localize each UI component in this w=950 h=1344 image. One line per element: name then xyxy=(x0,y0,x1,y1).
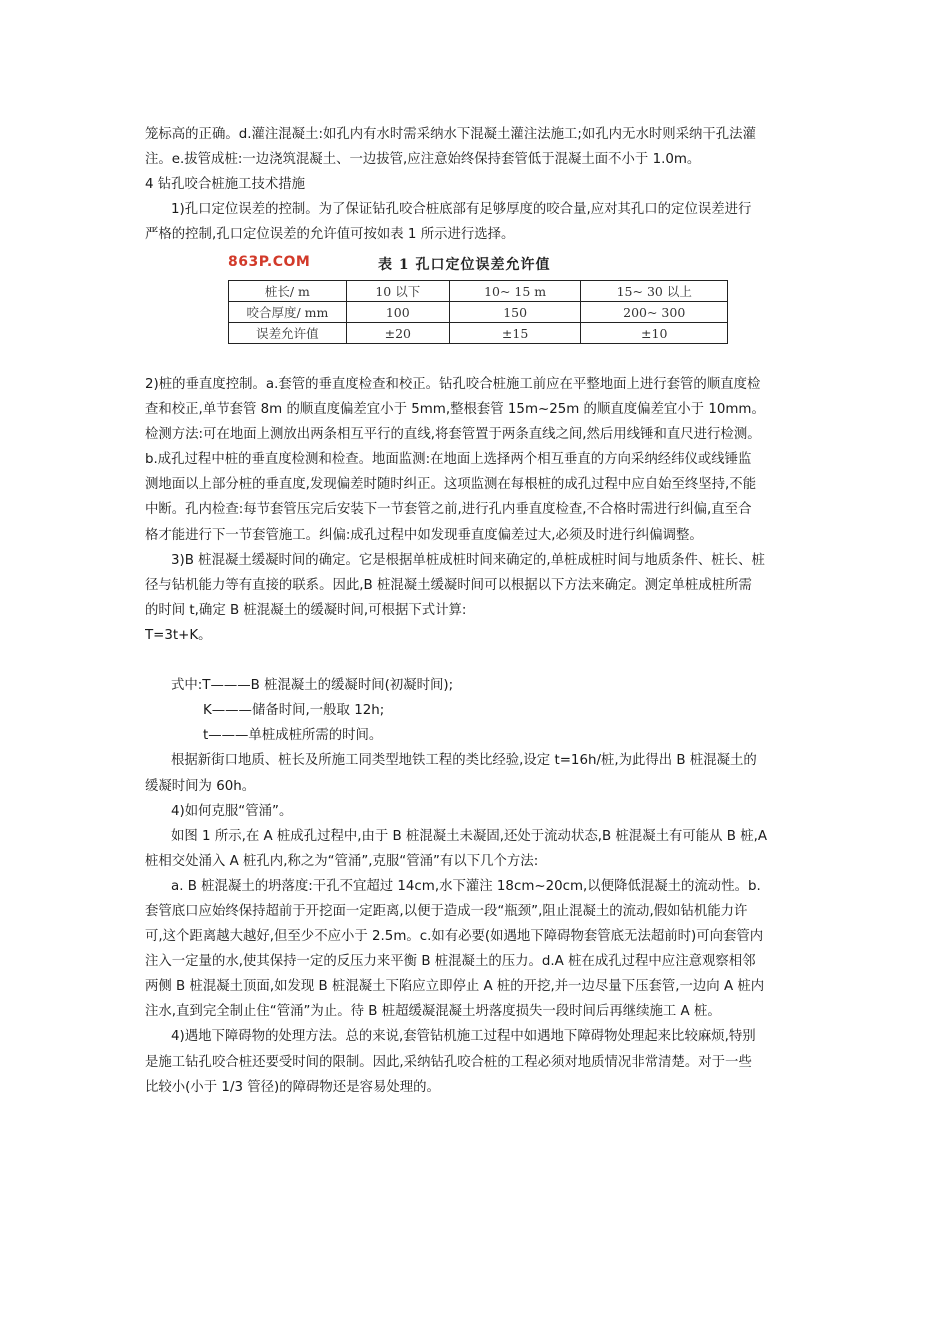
formula-legend: 式中:T———B 桩混凝土的缓凝时间(初凝时间); xyxy=(171,678,454,694)
table-cell: 咬合厚度/ mm xyxy=(229,302,347,323)
text-line: 比较小(小于 1/3 管径)的障碍物还是容易处理的。 xyxy=(145,1079,440,1095)
text-line: 格才能进行下一节套管施工。纠偏:成孔过程中如发现垂直度偏差过大,必须及时进行纠偏调整。 xyxy=(145,527,703,543)
text-line: 注入一定量的水,使其保持一定的反压力来平衡 B 桩混凝土的压力。d.A 桩在成孔过程中应注意观察相邻 xyxy=(145,954,756,970)
text-line: 查和校正,单节套管 8m 的顺直度偏差宜小于 5mm,整根套管 15m~25m 的顺直度偏差宜小于 10mm。 xyxy=(145,402,765,418)
text-line: 中断。孔内检查:每节套管压完后安装下一节套管之前,进行孔内垂直度检查,不合格时需进行纠偏,直至合 xyxy=(145,502,752,518)
document-body xyxy=(145,122,810,247)
tolerance-table xyxy=(228,280,728,344)
text-line: 两侧 B 桩混凝土顶面,如发现 B 桩混凝土下陷应立即停止 A 桩的开挖,并一边尽量下压套管,一边向 A 桩内 xyxy=(145,979,765,995)
text-line: 缓凝时间为 60h。 xyxy=(145,778,256,794)
watermark-logo: 863P.COM xyxy=(228,254,311,270)
table-row xyxy=(229,323,728,344)
table-figure xyxy=(228,254,728,341)
text-line: 3)B 桩混凝土缓凝时间的确定。它是根据单桩成桩时间来确定的,单桩成桩时间与地质条件、桩长、桩 xyxy=(171,552,765,568)
table-cell: 10 以下 xyxy=(346,281,449,302)
text-line: a. B 桩混凝土的坍落度:干孔不宜超过 14cm,水下灌注 18cm~20cm,以便降低混凝土的流动性。b. xyxy=(171,878,761,894)
text-line: 根据新街口地质、桩长及所施工同类型地铁工程的类比经验,设定 t=16h/桩,为此得出 B 桩混凝土的 xyxy=(171,753,757,769)
text-line: 桩相交处涌入 A 桩孔内,称之为“管涌”,克服“管涌”有以下几个方法: xyxy=(145,853,539,869)
formula-legend: t———单桩成桩所需的时间。 xyxy=(203,728,383,744)
section-heading: 4 钻孔咬合桩施工技术措施 xyxy=(145,177,306,193)
text-line: 注水,直到完全制止住“管涌”为止。待 B 桩超缓凝混凝土坍落度损失一段时间后再继续施工 A 桩。 xyxy=(145,1004,721,1020)
table-cell: 误差允许值 xyxy=(229,323,347,344)
table-cell: ±20 xyxy=(346,323,449,344)
table-cell: ±15 xyxy=(449,323,581,344)
table-cell: 10~ 15 m xyxy=(449,281,581,302)
text-line: 严格的控制,孔口定位误差的允许值可按如表 1 所示进行选择。 xyxy=(145,227,515,243)
text-line: 的时间 t,确定 B 桩混凝土的缓凝时间,可根据下式计算: xyxy=(145,602,467,618)
text-line: b.成孔过程中桩的垂直度检测和检查。地面监测:在地面上选择两个相互垂直的方向采纳经纬仪或线锤监 xyxy=(145,452,752,468)
table-cell: 15~ 30 以上 xyxy=(581,281,728,302)
table-cell: 桩长/ m xyxy=(229,281,347,302)
table-cell: ±10 xyxy=(581,323,728,344)
text-line: 套管底口应始终保持超前于开挖面一定距离,以便于造成一段“瓶颈”,阻止混凝土的流动,假如钻机能力许 xyxy=(145,903,748,919)
formula-legend: K———储备时间,一般取 12h; xyxy=(203,703,385,719)
blank-line xyxy=(145,648,810,673)
text-line: 检测方法:可在地面上测放出两条相互平行的直线,将套管置于两条直线之间,然后用线锤和直尺进行检测。 xyxy=(145,427,761,443)
table-cell: 200~ 300 xyxy=(581,302,728,323)
formula: T=3t+K。 xyxy=(145,627,212,643)
text-line: 可,这个距离越大越好,但至少不应小于 2.5m。c.如有必要(如遇地下障碍物套管底无法超前时)可向套管内 xyxy=(145,929,764,945)
table-caption: 表 1 孔口定位误差允许值 xyxy=(378,257,551,273)
text-line: 1)孔口定位误差的控制。为了保证钻孔咬合桩底部有足够厚度的咬合量,应对其孔口的定位误差进行 xyxy=(171,202,752,218)
document-body-continued xyxy=(145,372,810,1100)
text-line: 4)遇地下障碍物的处理方法。总的来说,套管钻机施工过程中如遇地下障碍物处理起来比较麻烦,特别 xyxy=(171,1029,756,1045)
text-line: 是施工钻孔咬合桩还要受时间的限制。因此,采纳钻孔咬合桩的工程必须对地质情况非常清楚。对于一些 xyxy=(145,1054,752,1070)
table-row xyxy=(229,281,728,302)
text-line: 4)如何克服“管涌”。 xyxy=(171,803,293,819)
text-line: 注。e.拔管成桩:一边浇筑混凝土、一边拔管,应注意始终保持套管低于混凝土面不小于 1.0m。 xyxy=(145,152,701,168)
table-cell: 100 xyxy=(346,302,449,323)
text-line: 测地面以上部分桩的垂直度,发现偏差时随时纠正。这项监测在每根桩的成孔过程中应自始至终坚持,不能 xyxy=(145,477,757,493)
text-line: 笼标高的正确。d.灌注混凝土:如孔内有水时需采纳水下混凝土灌注法施工;如孔内无水时则采纳干孔法灌 xyxy=(145,127,756,142)
text-line: 如图 1 所示,在 A 桩成孔过程中,由于 B 桩混凝土未凝固,还处于流动状态,B 桩混凝土有可能从 B 桩,A xyxy=(171,828,768,844)
table-cell: 150 xyxy=(449,302,581,323)
table-row xyxy=(229,302,728,323)
text-line: 径与钻机能力等有直接的联系。因此,B 桩混凝土缓凝时间可以根据以下方法来确定。测定单桩成桩所需 xyxy=(145,577,752,593)
text-line: 2)桩的垂直度控制。a.套管的垂直度检查和校正。钻孔咬合桩施工前应在平整地面上进行套管的顺直度检 xyxy=(145,377,761,392)
